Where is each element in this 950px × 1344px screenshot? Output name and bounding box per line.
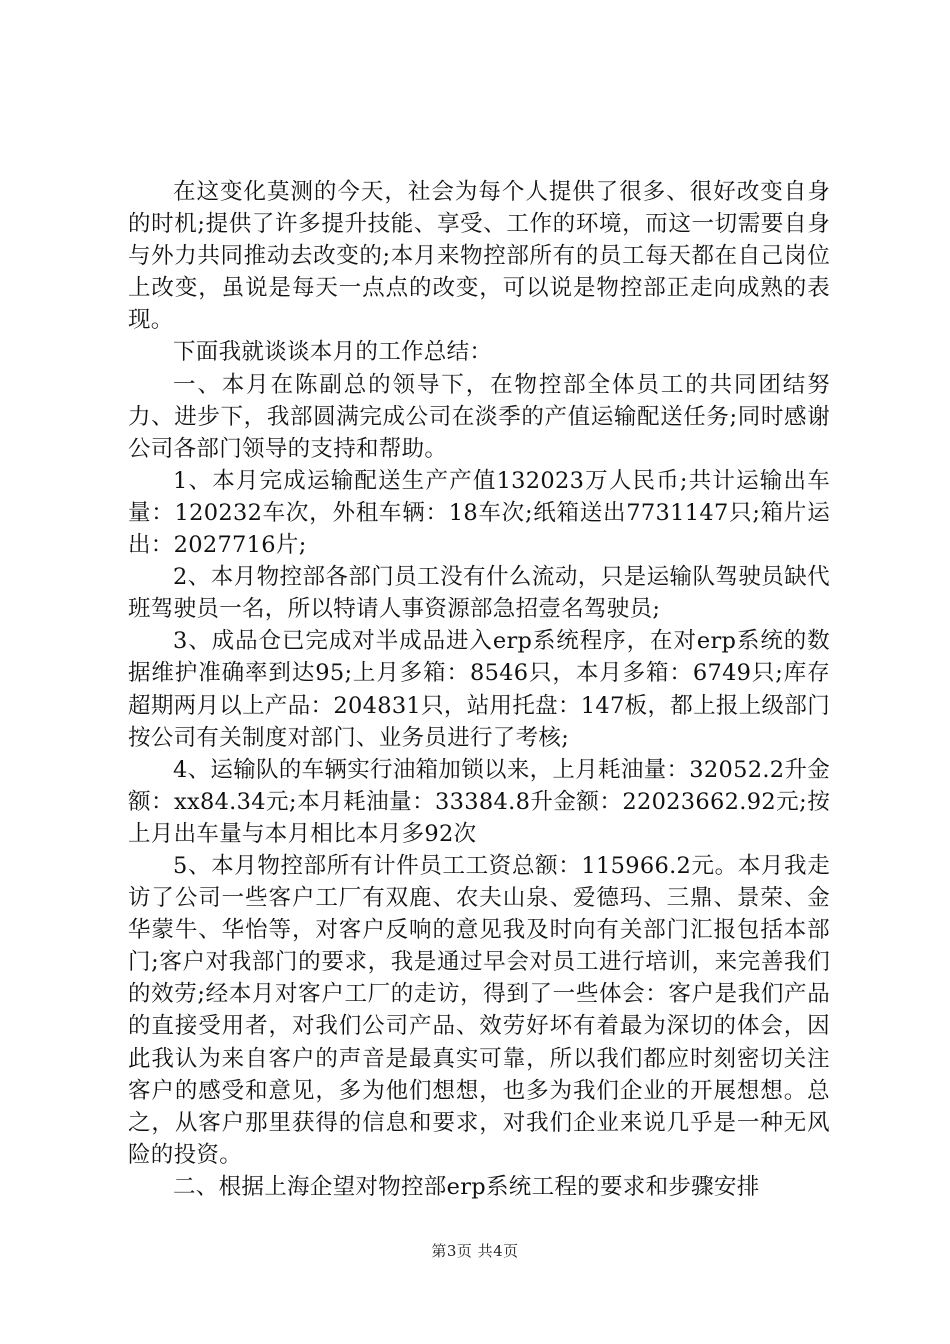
paragraph-item-3: 3、成品仓已完成对半成品进入erp系统程序，在对erp系统的数据维护准确率到达95;上月多箱：8546只，本月多箱：6749只;库存超期两月以上产品：204831只，站用托盘：147板，都上报上级部门按公司有关制度对部门、业务员进行了考核; (128, 628, 830, 751)
page-footer (0, 1240, 950, 1261)
paragraph-item-1: 1、本月完成运输配送生产产值132023万人民币;共计运输出车量：120232车次，外租车辆：18车次;纸箱送出7731147只;箱片运出：2027716片; (128, 467, 830, 559)
paragraph-summary-lead: 下面我就谈谈本月的工作总结： (173, 339, 493, 366)
paragraph-item-5: 5、本月物控部所有计件员工工资总额：115966.2元。本月我走访了公司一些客户工厂有双鹿、农夫山泉、爱德玛、三鼎、景荣、金华蒙牛、华怡等，对客户反响的意见我及时向有关部门汇报包括本部门;客户对我部门的要求，我是通过早会对员工进行培训，来完善我们的效劳;经本月对客户工厂的走访，得到了一些体会：客户是我们产品的直接受用者，对我们公司产品、效劳好坏有着最为深切的体会，因此我认为来自客户的声音是最真实可靠，所以我们都应时刻密切关注客户的感受和意见，多为他们想想，也多为我们企业的开展想想。总之，从客户那里获得的信息和要求，对我们企业来说几乎是一种无风险的投资。 (128, 852, 830, 1168)
page-indicator: 第3页 共4页 (431, 1242, 519, 1260)
paragraph-item-2: 2、本月物控部各部门员工没有什么流动，只是运输队驾驶员缺代班驾驶员一名，所以特请人事资源部急招壹名驾驶员; (128, 564, 830, 623)
paragraph-item-4: 4、运输队的车辆实行油箱加锁以来，上月耗油量：32052.2升金额：xx84.34元;本月耗油量：33384.8升金额：22023662.92元;按上月出车量与本月相比本月多92次 (128, 756, 830, 847)
paragraph-intro: 在这变化莫测的今天，社会为每个人提供了很多、很好改变自身的时机;提供了许多提升技能、享受、工作的环境，而这一切需要自身与外力共同推动去改变的;本月来物控部所有的员工每天都在自己岗位上改变，虽说是每天一点点的改变，可以说是物控部正走向成熟的表现。 (128, 179, 830, 334)
paragraph-section-one: 一、本月在陈副总的领导下，在物控部全体员工的共同团结努力、进步下，我部圆满完成公司在淡季的产值运输配送任务;同时感谢公司各部门领导的支持和帮助。 (128, 371, 830, 462)
document-body (128, 176, 830, 1203)
paragraph-section-two: 二、根据上海企望对物控部erp系统工程的要求和步骤安排 (173, 1173, 760, 1200)
